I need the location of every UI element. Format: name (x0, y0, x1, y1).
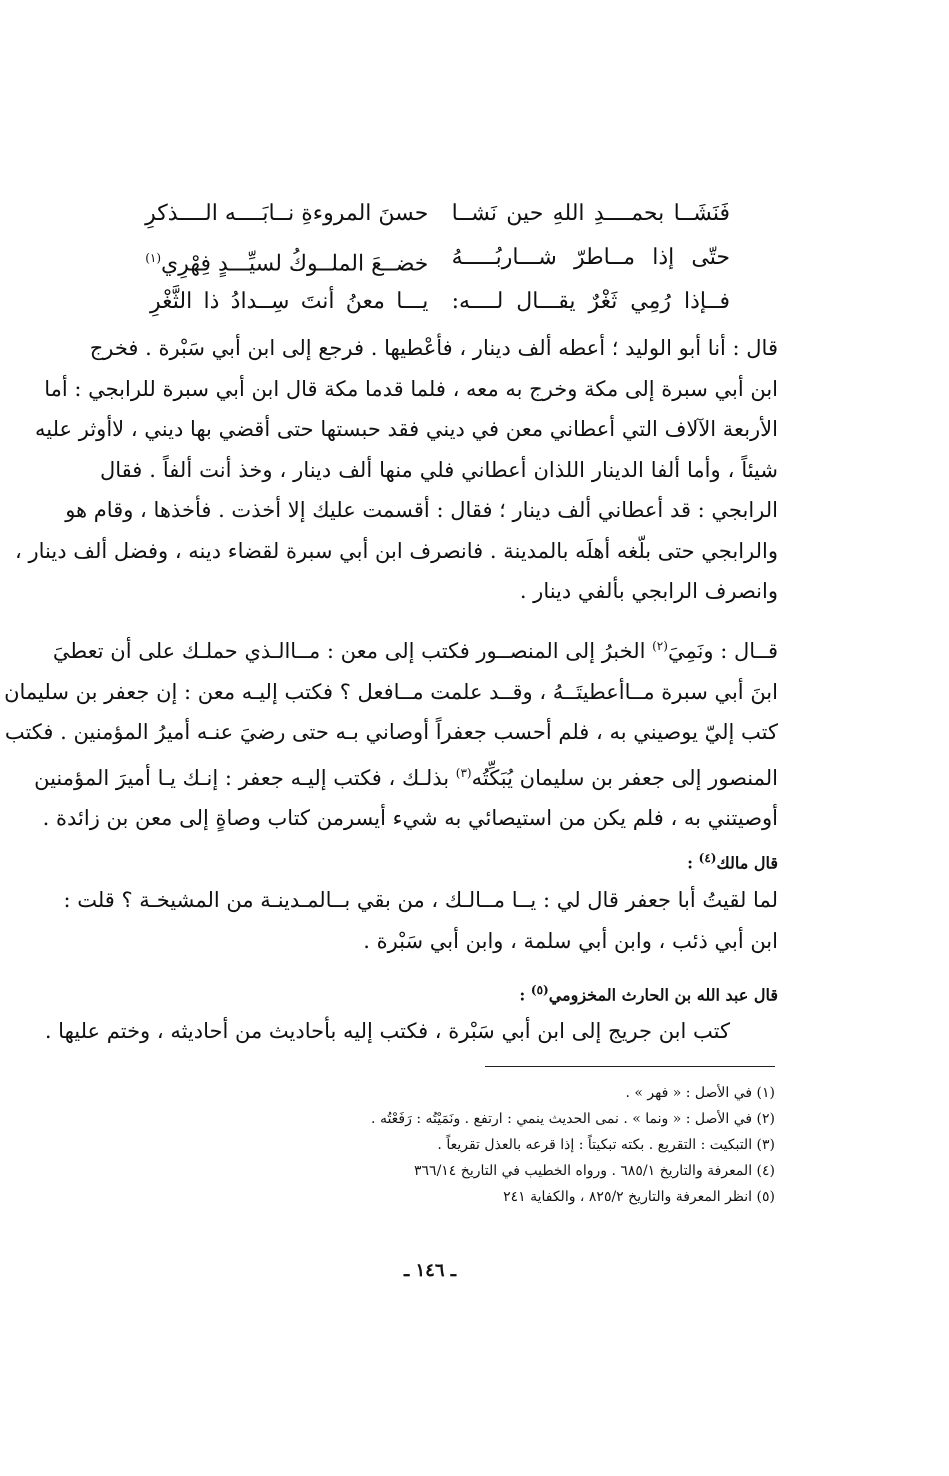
footnote-marker: (٢) (652, 639, 668, 653)
section-heading (100, 844, 778, 877)
page-number: ـ ١٤٦ ـ (403, 1260, 457, 1281)
text-line: وانصرف الرابجي بألفي دينار . (519, 579, 778, 603)
verse-second-hemistich: حسنَ المروءةِ نــابَــــه الــــذكرِ (145, 201, 429, 226)
verse-line (145, 192, 730, 236)
text-line: ابن أبي ذئب ، وابن أبي سلمة ، وابن أبي سَبْرة . (363, 928, 778, 953)
text-line: كتب إليّ يوصيني به ، فلم أحسب جعفراً أوصاني بـه حتى رضيَ عنـه أميرُ المؤمنين . فكتب (4, 720, 778, 744)
text-line: لما لقيتُ أبا جعفر قال لي : يــا مــالـك ، من بقي بــالمـدينـة من المشيخـة ؟ قلت : (63, 888, 778, 912)
text-line: الرابجي : قد أعطاني ألف دينار ؛ فقال : أقسمت عليك إلا أخذت . فأخذها ، وقام هو (65, 498, 778, 522)
verse-line (150, 280, 730, 324)
text-segment: بذلـك ، فكتب إليـه جعفر : إنـك يـا أميرَ المؤمنين (34, 765, 456, 790)
paragraph-2 (4, 626, 778, 839)
paragraph-1 (15, 328, 778, 612)
text-segment: قــال : ونَمِيَ (667, 639, 778, 663)
text-segment: الخبرُ إلى المنصــور فكتب إلى معن : مــاالـذي حملـك على أن تعطيَ (52, 639, 653, 663)
verse-first-hemistich: فــإذا رُمِي ثَغْرٌ يقـــال لــــه: (451, 289, 730, 314)
text-line: الأربعة الآلاف التي أعطاني معن في ديني فقد حبستها حتى أقضي بها ديني ، لاأوثر عليه (35, 417, 778, 441)
verse-text: خضــعَ الملــوكُ لسيِّـــدٍ فِهْرِي (161, 251, 429, 277)
text-line: ابن أبي سبرة إلى مكة وخرج به معه ، فلما قدما مكة قال ابن أبي سبرة للرابجي : أما (44, 376, 778, 401)
footnote: (٣) التبكيت : التقريع . بكته تبكيتاً : إذا قرعه بالعذل تقريعاً . (437, 1137, 775, 1153)
footnotes (300, 1080, 775, 1210)
footnote: (١) في الأصل : « فهر » . (625, 1085, 775, 1101)
footnote: (٤) المعرفة والتاريخ ٦٨٥/١ . ورواه الخطيب في التاريخ ٣٦٦/١٤ (414, 1163, 775, 1179)
verse-first-hemistich: فَنَشَــا بحمــــدِ اللهِ حين نَشــا (451, 201, 730, 226)
footnote-marker: (٣) (455, 765, 472, 780)
footnote: (٢) في الأصل : « ونما » . نمى الحديث ينمي : ارتفع . ونَمَيْتُه : رَفَعْتُه . (371, 1111, 775, 1127)
footnote-marker: (٤) (698, 851, 717, 865)
footnote-marker: (٥) (530, 983, 549, 997)
verse-second-hemistich (145, 236, 429, 280)
text-line (34, 753, 778, 799)
heading-tail: : (687, 853, 699, 873)
text-line (52, 626, 778, 672)
text-line: شيئاً ، وأما ألفا الدينار اللذان أعطاني فلي منها ألف دينار ، وخذ أنت ألفاً . فقال (100, 457, 778, 482)
text-segment: المنصور إلى جعفر بن سليمان يُبَكِّتُه (471, 765, 778, 790)
heading-text: قال مالك (716, 853, 778, 873)
verse-second-hemistich: يـــا معنُ أنتَ سِــدادُ ذا الثَّغْرِ (150, 289, 429, 314)
verse-first-hemistich: حتّى إذا مــاطرّ شـــاربُـــــهُ (451, 245, 730, 270)
paragraph-3 (63, 880, 778, 961)
text-line: والرابجي حتى بلّغه أهلَه بالمدينة . فانصرف ابن أبي سبرة لقضاء دينه ، وفضل ألف دينار ، (15, 538, 778, 563)
footnote-separator (485, 1066, 775, 1067)
text-line: كتب ابن جريج إلى ابن أبي سَبْرة ، فكتب إليه بأحاديث من أحاديثه ، وختم عليها . (44, 1019, 730, 1043)
verse-line (145, 236, 730, 280)
text-line: ابنَ أبي سبرة مــاأعطيتَــهُ ، وقــد علمت مــافعل ؟ فكتب إليـه معن : إن جعفر بن سليمان (4, 679, 778, 704)
heading-text: قال عبد الله بن الحارث المخزومي (548, 985, 778, 1005)
paragraph-4 (44, 1011, 730, 1052)
poem (145, 192, 730, 324)
footnote: (٥) انظر المعرفة والتاريخ ٨٢٥/٢ ، والكفاية ٢٤١ (503, 1189, 775, 1205)
text-line: قال : أنا أبو الوليد ؛ أعطه ألف دينار ، فأعْطيها . فرجع إلى ابن أبي سَبْرة . فخرج (89, 336, 778, 360)
footnote-marker: (١) (145, 251, 162, 265)
section-heading (100, 976, 778, 1009)
text-line: أوصيتني به ، فلم يكن من استيصائي به شيء أيسرمن كتاب وصاةٍ إلى معن بن زائدة . (42, 806, 778, 830)
heading-tail: : (519, 985, 531, 1005)
